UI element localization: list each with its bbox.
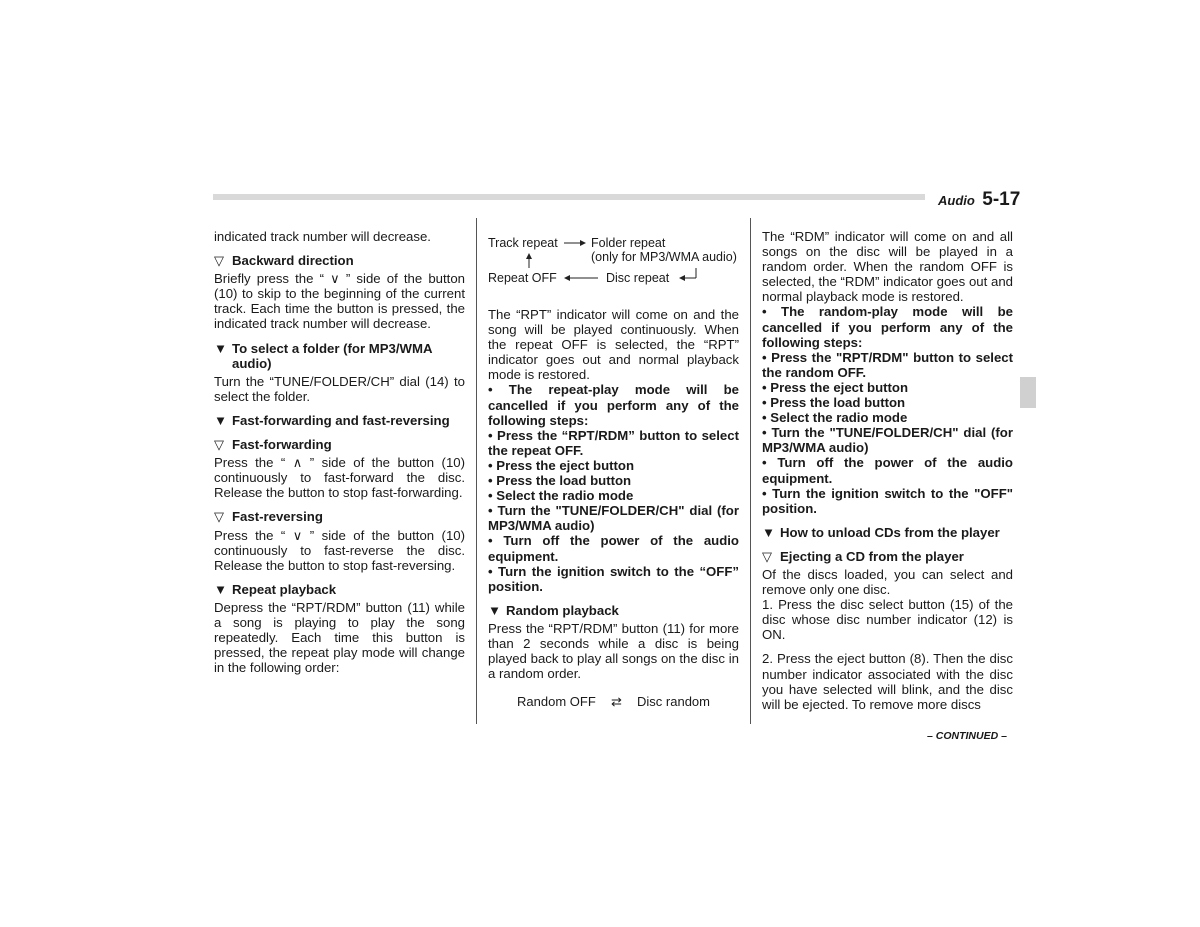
column-divider: [476, 218, 477, 724]
subheading-fast-reversing: ▽ Fast-reversing: [214, 509, 323, 525]
folder-repeat-label: Folder repeat: [591, 236, 666, 250]
chapter-tab: [1020, 377, 1036, 408]
hollow-triangle-icon: ▽: [762, 548, 773, 564]
column-3: [762, 229, 1013, 721]
disc-repeat-label: Disc repeat: [606, 271, 670, 285]
column-2: [488, 229, 739, 709]
list-item: • Press the eject button: [488, 457, 635, 473]
column-1: [214, 229, 465, 684]
paragraph: Press the “RPT/RDM” button (11) for more than 2 seconds while a disc is being played back to play all songs on the disc in a random order.: [488, 620, 739, 682]
solid-triangle-icon: ▼: [214, 581, 228, 597]
section-title: Audio: [938, 193, 975, 208]
random-mode-diagram: [488, 694, 739, 709]
solid-triangle-icon: ▼: [214, 412, 228, 428]
heading-repeat-playback: ▼ Repeat playback: [214, 581, 337, 597]
paragraph: Of the discs loaded, you can select and remove only one disc.: [762, 566, 1013, 598]
subheading-fast-forwarding: ▽ Fast-forwarding: [214, 437, 332, 453]
solid-triangle-icon: ▼: [214, 340, 228, 356]
paragraph: The “RDM” indicator will come on and all songs on the disc will be played in a random order. When the random OFF is selected, the “RDM” indicator goes out and normal playback mode is restored.: [762, 229, 1013, 305]
solid-triangle-icon: ▼: [762, 524, 776, 540]
cancel-intro: • The random-play mode will be cancelled if you perform any of the following steps:: [762, 304, 1013, 350]
heading-unload-cds: ▼ How to unload CDs from the player: [762, 524, 1000, 540]
paragraph: 2. Press the eject button (8). Then the disc number indicator associated with the disc you have selected will blink, and the disc will be ejected. To remove more discs: [762, 651, 1013, 712]
heading-random-playback: ▼ Random playback: [488, 602, 619, 618]
heading-select-folder: ▼ To select a folder (for MP3/WMA audio): [214, 340, 433, 371]
page-number: 5-17: [982, 189, 1021, 210]
hollow-triangle-icon: ▽: [214, 437, 225, 453]
subheading-backward: ▽ Backward direction: [214, 253, 354, 269]
track-repeat-label: Track repeat: [488, 236, 558, 250]
list-item: • Press the load button: [488, 473, 632, 489]
list-item: • Turn the ignition switch to the "OFF" position.: [762, 485, 1013, 516]
list-item: • Turn the "TUNE/FOLDER/CH" dial (for MP3/WMA audio): [488, 503, 739, 534]
header-rule: [213, 194, 925, 200]
list-item: • Press the “RPT/RDM” button to select the repeat OFF.: [488, 427, 739, 458]
list-item: • Select the radio mode: [762, 410, 908, 426]
page-header: [938, 189, 1020, 211]
double-arrow-icon: ⇄: [610, 694, 622, 710]
column-divider: [750, 218, 751, 724]
paragraph: Press the “ ∧ ” side of the button (10) continuously to fast-forward the disc. Release the button to stop fast-forwarding.: [214, 455, 465, 501]
hollow-triangle-icon: ▽: [214, 253, 225, 269]
random-off-label: Random OFF: [517, 694, 596, 710]
list-item: • Turn off the power of the audio equipment.: [488, 533, 739, 564]
repeat-mode-diagram: [488, 234, 739, 290]
paragraph: The “RPT” indicator will come on and the song will be played continuously. When the repeat OFF is selected, the “RPT” indicator goes out and normal playback mode is restored.: [488, 307, 739, 383]
cancel-intro: • The repeat-play mode will be cancelled if you perform any of the following steps:: [488, 382, 739, 428]
paragraph: Turn the “TUNE/FOLDER/CH” dial (14) to select the folder.: [214, 373, 465, 404]
cancel-list: [762, 350, 1013, 516]
list-item: • Turn off the power of the audio equipment.: [762, 455, 1013, 486]
hollow-triangle-icon: ▽: [214, 509, 225, 525]
list-item: • Press the load button: [762, 395, 906, 411]
list-item: • Turn the "TUNE/FOLDER/CH" dial (for MP3/WMA audio): [762, 425, 1013, 456]
paragraph: Press the “ ∨ ” side of the button (10) continuously to fast-reverse the disc. Release the button to stop fast-reversing.: [214, 527, 465, 573]
cancel-list: [488, 428, 739, 594]
heading-fast-forward-reverse: ▼ Fast-forwarding and fast-reversing: [214, 412, 450, 428]
solid-triangle-icon: ▼: [488, 602, 502, 618]
paragraph: Depress the “RPT/RDM” button (11) while a song is playing to play the song repeatedly. Each time this button is pressed, the repeat play mode will change in the following order:: [214, 599, 465, 676]
list-item: • Select the radio mode: [488, 488, 634, 504]
list-item: • Press the eject button: [762, 379, 909, 395]
folder-repeat-note: (only for MP3/WMA audio): [591, 250, 737, 264]
list-item: • Press the "RPT/RDM" button to select the random OFF.: [762, 349, 1013, 380]
list-item: • Turn the ignition switch to the “OFF” position.: [488, 563, 739, 594]
paragraph: indicated track number will decrease.: [214, 229, 431, 244]
continued-label: – CONTINUED –: [927, 730, 1007, 742]
paragraph: 1. Press the disc select button (15) of the disc whose disc number indicator (12) is ON.: [762, 597, 1013, 643]
subheading-ejecting-cd: ▽ Ejecting a CD from the player: [762, 548, 964, 564]
paragraph: Briefly press the “ ∨ ” side of the button (10) to skip to the beginning of the current track. Each time the button is pressed, the indicated track number will decrease.: [214, 271, 465, 332]
disc-random-label: Disc random: [637, 694, 710, 710]
repeat-off-label: Repeat OFF: [488, 271, 557, 285]
